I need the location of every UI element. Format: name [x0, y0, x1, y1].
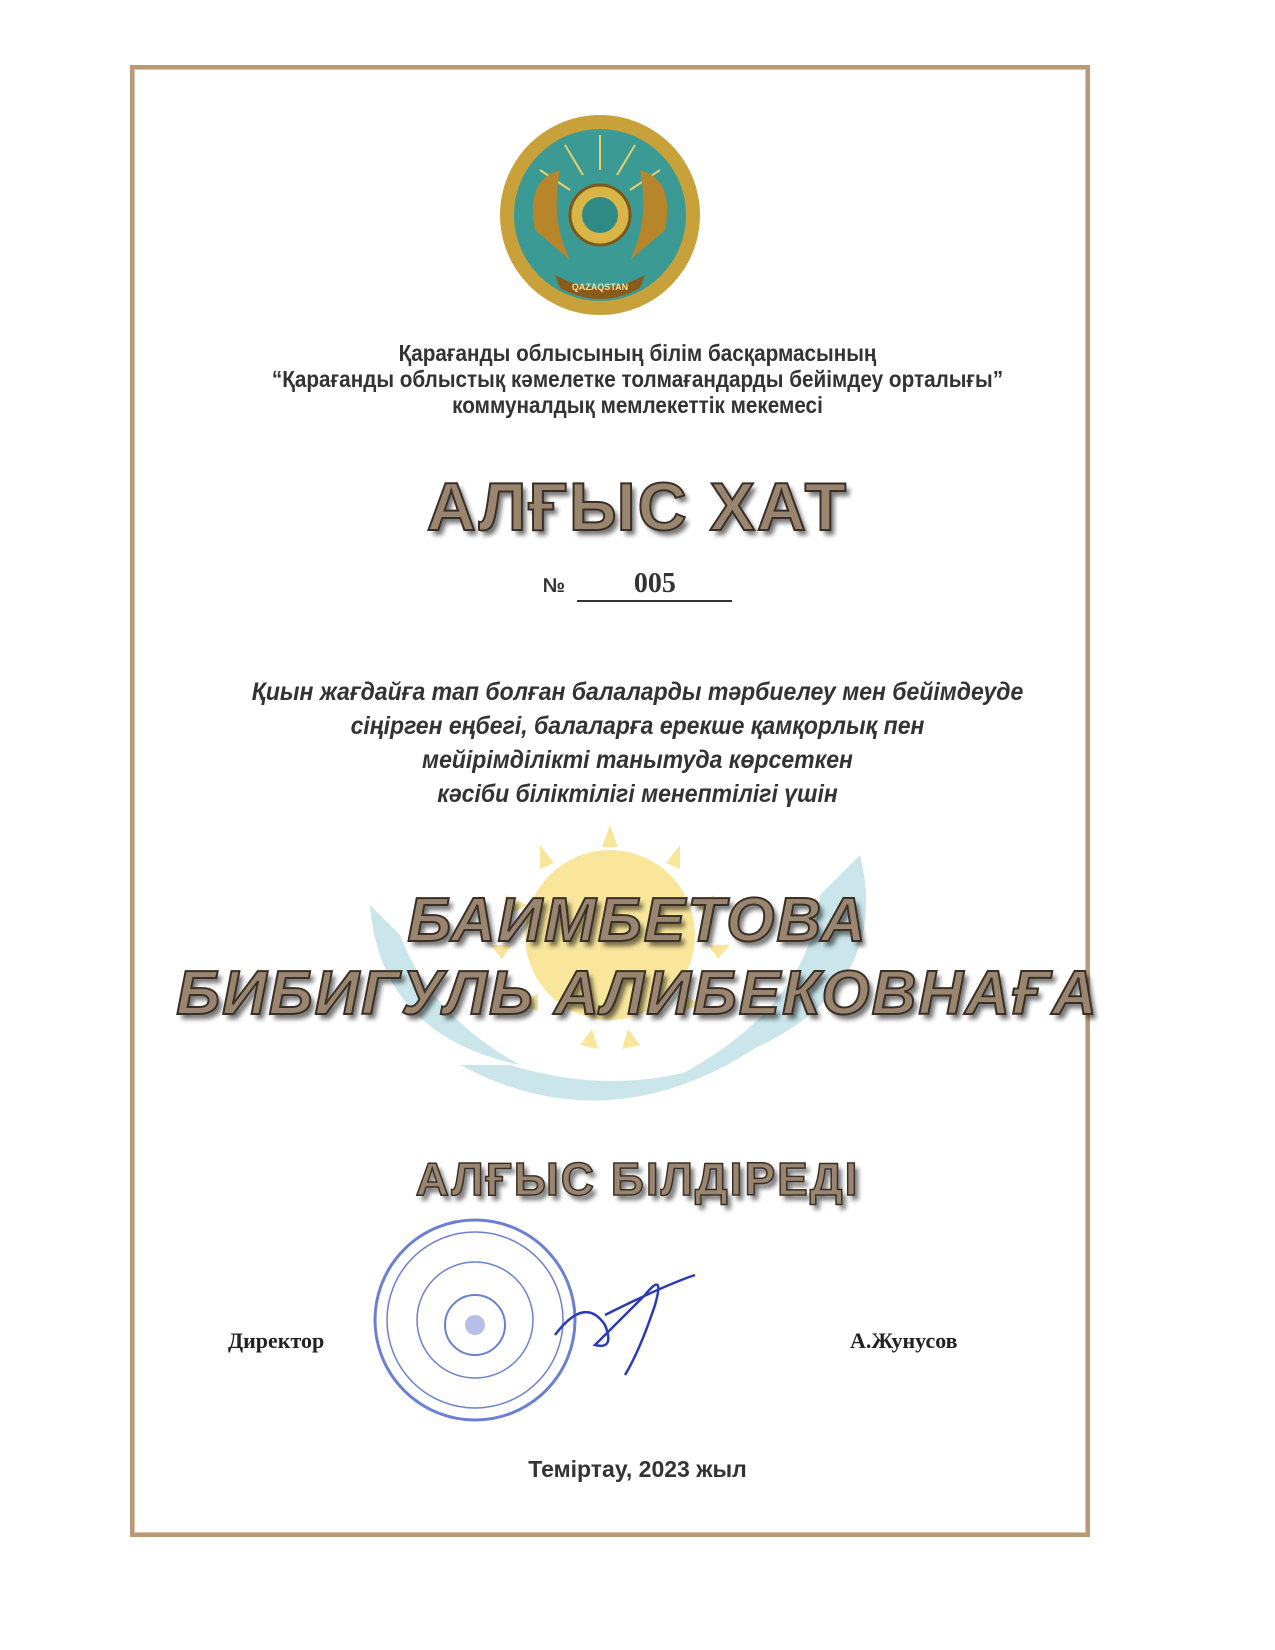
signatory-name: А.Жунусов	[850, 1328, 958, 1353]
body-line-4: кәсіби біліктілігі менептілігі үшін	[437, 780, 838, 808]
recipient-surname: БАИМБЕТОВА	[407, 886, 868, 955]
body-line-2: сіңірген еңбегі, балаларға ерекше қамқорлық пен	[350, 712, 925, 740]
handwritten-signature	[545, 1255, 705, 1385]
recipient-name: БИБИГУЛЬ АЛИБЕКОВНАҒА	[176, 959, 1099, 1028]
body-line-1: Қиын жағдайға тап болған балаларды тәрбиелеу мен бейімдеуде	[251, 678, 1024, 706]
document-number	[0, 568, 1275, 602]
number-label: №	[542, 575, 565, 597]
closing-statement: АЛҒЫС БІЛДІРЕДІ	[415, 1153, 860, 1205]
signatory-position: Директор	[228, 1328, 325, 1353]
place-and-year: Теміртау, 2023 жыл	[528, 1456, 747, 1482]
issuer-line-1: Қарағанды облысының білім басқармасының	[398, 340, 877, 366]
issuer-line-3: коммуналдық мемлекеттік мекемесі	[452, 392, 823, 418]
state-emblem-icon	[495, 110, 705, 320]
issuer-line-2: “Қарағанды облыстық кәмелетке толмағандарды бейімдеу орталығы”	[271, 366, 1004, 392]
number-value: 005	[577, 568, 732, 602]
document-title: АЛҒЫС ХАТ	[426, 469, 849, 545]
emblem-text: QAZAQSTAN	[571, 282, 629, 292]
body-line-3: мейірімділікті танытуда көрсеткен	[422, 746, 853, 774]
